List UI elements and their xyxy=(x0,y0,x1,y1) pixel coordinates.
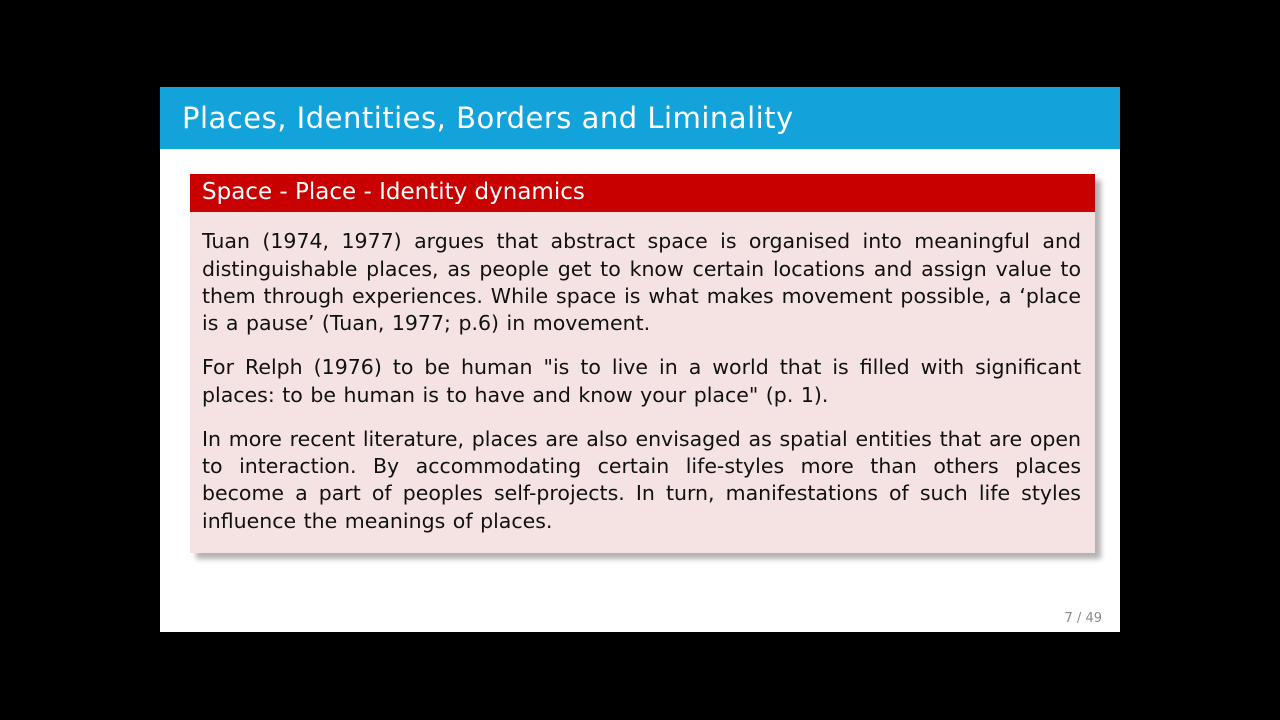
slide-title: Places, Identities, Borders and Liminality xyxy=(182,101,794,135)
paragraph-3: In more recent literature, places are also envisaged as spatial entities that are open to interaction. By accommodating certain life-styles more than others places become a part of peoples self-projects. In turn, manifestations of such life styles influence the meanings of places. xyxy=(202,426,1081,533)
block-heading: Space - Place - Identity dynamics xyxy=(190,174,1095,212)
paragraph-1: Tuan (1974, 1977) argues that abstract space is organised into meaningful and distinguishable places, as people get to know certain locations and assign value to them through experiences. While space is what makes movement possible, a ‘place is a pause’ (Tuan, 1977; p.6) in movement. xyxy=(202,229,1081,336)
block-body xyxy=(190,212,1095,553)
slide-content-area xyxy=(160,149,1120,632)
slide-header-bar xyxy=(160,87,1120,149)
paragraph-2: For Relph (1976) to be human "is to live in a world that is filled with significant places: to be human is to have and know your place" (p. 1). xyxy=(202,355,1081,407)
content-block xyxy=(190,174,1095,553)
presentation-slide xyxy=(160,87,1120,632)
page-number: 7 / 49 xyxy=(1064,611,1102,626)
